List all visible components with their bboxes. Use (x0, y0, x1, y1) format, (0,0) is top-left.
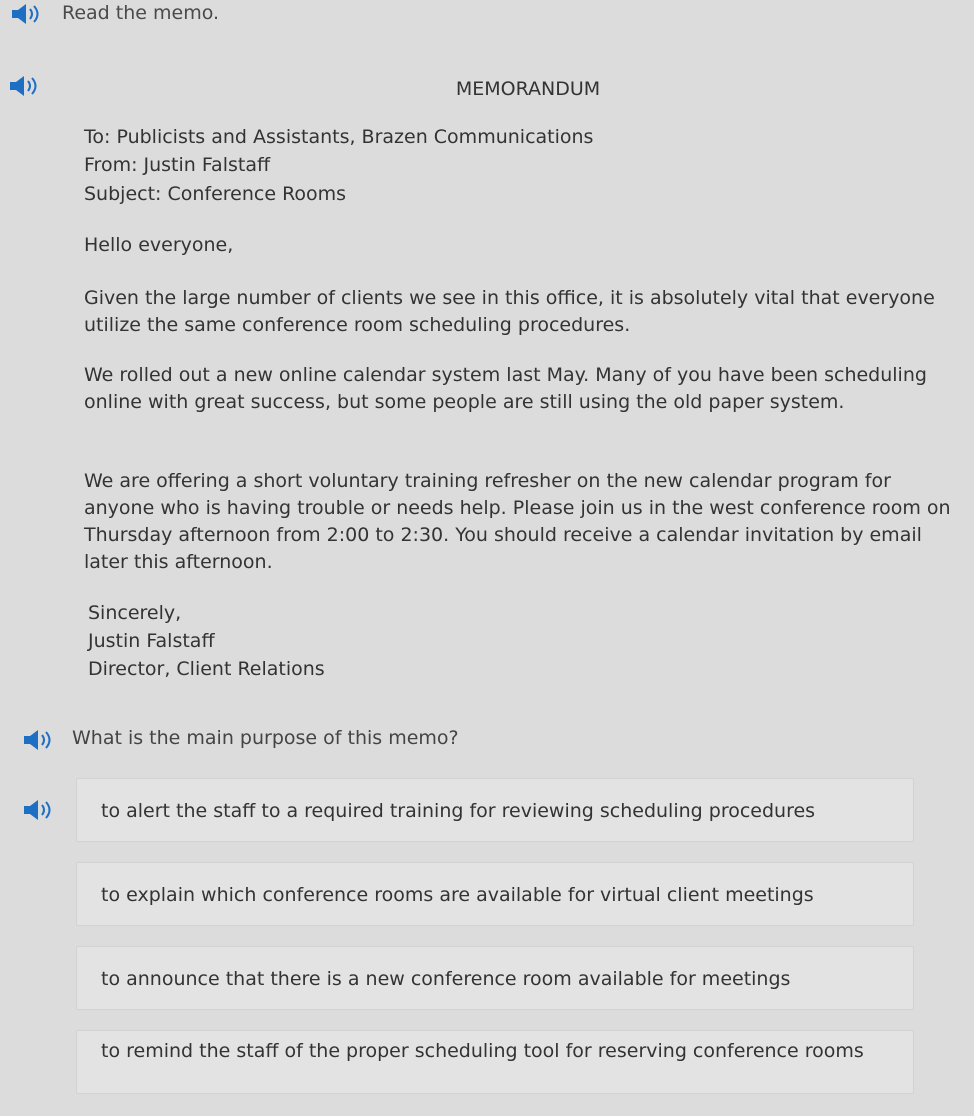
answer-option-label: to alert the staff to a required training for reviewing scheduling procedures (101, 800, 816, 822)
question-speaker-icon[interactable] (22, 728, 58, 752)
answer-option-label: to remind the staff of the proper scheduling tool for reserving conference rooms (101, 1040, 864, 1062)
memo-paragraph: Given the large number of clients we see in this office, it is absolutely vital that everyone utilize the same conference room scheduling procedures. (84, 287, 935, 336)
instruction-text: Read the memo. (62, 2, 220, 24)
memo-closing: Sincerely, (88, 602, 182, 624)
answer-option-4[interactable] (76, 1030, 914, 1094)
answer-option-label: to explain which conference rooms are available for virtual client meetings (101, 884, 814, 906)
memo-from: From: Justin Falstaff (84, 154, 271, 176)
memo-signature-name: Justin Falstaff (88, 630, 215, 652)
answer-option-label: to announce that there is a new conference room available for meetings (101, 968, 791, 990)
answer-option-1[interactable] (76, 778, 914, 842)
answer-option-3[interactable] (76, 946, 914, 1010)
memo-paragraph: We are offering a short voluntary training refresher on the new calendar program for anyone who is having trouble or needs help. Please join us in the west conference room on Thursday afternoon from 2:00 to 2:30. You should receive a calendar invitation by email later this afternoon. (84, 470, 951, 573)
memo-subject: Subject: Conference Rooms (84, 183, 347, 205)
memo-to: To: Publicists and Assistants, Brazen Communications (84, 126, 594, 148)
memo-paragraph: We rolled out a new online calendar system last May. Many of you have been scheduling online with great success, but some people are still using the old paper system. (84, 364, 927, 413)
speaker-icon[interactable] (10, 2, 46, 26)
answer-option-2[interactable] (76, 862, 914, 926)
memo-greeting: Hello everyone, (84, 234, 234, 256)
question-text: What is the main purpose of this memo? (72, 727, 459, 749)
option-speaker-icon[interactable] (22, 798, 58, 822)
memo-title: MEMORANDUM (455, 78, 601, 100)
memo-signature-title: Director, Client Relations (88, 658, 325, 680)
